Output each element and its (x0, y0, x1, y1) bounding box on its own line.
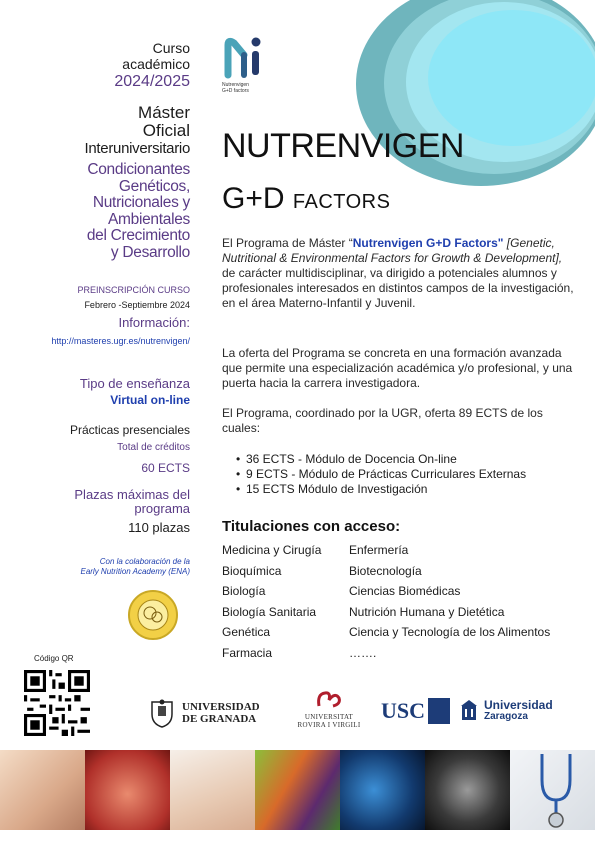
usc-logo (381, 698, 450, 724)
table-row (222, 561, 582, 582)
fetus-photo (85, 750, 170, 830)
interuniversitario-label: Interuniversitario (84, 140, 190, 157)
logo-name-line1: Nutrenvigen (222, 82, 249, 88)
stethoscope-icon (522, 750, 592, 830)
stethoscope-photo (510, 750, 595, 830)
titulaciones-heading: Titulaciones con acceso: (222, 518, 401, 535)
urv-name-1: UNIVERSITAT (304, 713, 354, 721)
photo-strip (0, 750, 595, 830)
ena-seal-icon (130, 592, 176, 638)
plazas-label: Plazas máximas del (74, 487, 190, 502)
ugr-name-1: UNIVERSIDAD (182, 701, 260, 713)
academic-year: 2024/2025 (114, 73, 190, 90)
program-line: Genéticos, (118, 177, 190, 195)
usc-name: USC (381, 698, 426, 723)
qr-code[interactable] (24, 670, 90, 736)
p1-italic: [Genetic, Nutritional & Environmental Factors for Growth & Development], (222, 236, 563, 265)
preinscripcion-dates: Febrero -Septiembre 2024 (84, 300, 190, 310)
nutrenvigen-logo (222, 35, 272, 95)
ects-list (230, 452, 570, 497)
intro-paragraph (222, 236, 577, 311)
unizar-name-1: Universidad (484, 698, 553, 712)
academico-label: académico (122, 56, 190, 72)
p1-text-b: de carácter multidisciplinar, va dirigido a potenciales alumnos y profesionales interesados en distintos campos de la investigación, en el área Materno-Infantil y Juvenil. (222, 266, 574, 310)
titulacion-cell: Enfermería (349, 543, 409, 557)
subtitle (222, 182, 390, 216)
titulacion-cell: Ciencia y Tecnología de los Alimentos (349, 625, 551, 639)
titulacion-cell: Farmacia (222, 645, 273, 660)
logo-icon (222, 35, 266, 79)
unizar-name-2: Zaragoza (484, 711, 528, 722)
unizar-building-icon (460, 698, 478, 724)
practicas-label: Prácticas presenciales (69, 423, 190, 437)
plazas-value: 110 plazas (128, 520, 190, 535)
table-row (222, 602, 582, 623)
program-line: del Crecimiento (86, 227, 190, 244)
p1-text-a: El Programa de Máster “ (222, 236, 353, 250)
newborn-photo (170, 750, 255, 830)
table-row (222, 581, 582, 602)
tipo-ensenanza-value: Virtual on-line (110, 393, 190, 407)
subtitle-small: FACTORS (292, 191, 391, 213)
ultrasound-photo (425, 750, 510, 830)
plazas-label: programa (134, 501, 190, 516)
unizar-logo (460, 698, 553, 724)
list-item: • 15 ECTS Módulo de Investigación (230, 482, 570, 497)
program-line: Condicionantes (87, 161, 190, 178)
curso-label: Curso (152, 40, 190, 56)
titulacion-cell: Biología (222, 584, 266, 598)
table-row (222, 540, 582, 561)
main-title: NUTRENVIGEN (222, 127, 464, 165)
titulacion-cell: Biología Sanitaria (222, 604, 317, 619)
oferta-paragraph: La oferta del Programa se concreta en una formación avanzada que permite una especialización académica y/o profesional, y una puerta hacia la carrera investigadora. (222, 346, 573, 390)
creditos-label: Total de créditos (117, 442, 190, 453)
titulacion-cell: Medicina y Cirugía (222, 543, 322, 557)
urv-icon (315, 690, 343, 708)
ena-seal-logo (128, 590, 178, 640)
preinscripcion-label: PREINSCRIPCIÓN CURSO (77, 285, 190, 295)
program-line: Ambientales (108, 210, 190, 228)
program-name (0, 162, 190, 261)
table-row (222, 643, 582, 664)
coordinado-paragraph: El Programa, coordinado por la UGR, oferta 89 ECTS de los cuales: (222, 406, 543, 435)
urv-name-2: ROVIRA I VIRGILI (297, 721, 361, 729)
subtitle-big: G+D (222, 182, 293, 215)
table-row (222, 622, 582, 643)
informacion-label: Información: (118, 315, 190, 330)
dna-photo (340, 750, 425, 830)
logo-name-line2: G+D factors (222, 88, 249, 94)
urv-logo (297, 690, 361, 729)
tipo-ensenanza-label: Tipo de enseñanza (79, 376, 190, 391)
list-item: • 9 ECTS - Módulo de Prácticas Curriculares Externas (230, 467, 570, 482)
colaboracion-ena: Early Nutrition Academy (ENA) (80, 567, 190, 576)
usc-box (428, 698, 450, 724)
master-label: Máster (138, 103, 190, 122)
decorative-ellipses (338, 0, 595, 200)
pregnancy-photo (0, 750, 85, 830)
program-name-bold: Nutrenvigen G+D Factors" (352, 236, 504, 250)
titulacion-cell: Biotecnología (349, 563, 422, 578)
program-line: y Desarrollo (110, 243, 190, 261)
titulacion-cell: ……. (349, 645, 377, 660)
titulacion-cell: Genética (222, 625, 271, 639)
titulacion-cell: Ciencias Biomédicas (349, 584, 461, 598)
ugr-crest-icon (148, 698, 176, 728)
program-line: Nutricionales y (92, 194, 190, 211)
titulacion-cell: Bioquímica (222, 563, 282, 578)
titulaciones-table (222, 540, 582, 663)
info-url-link[interactable]: http://masteres.ugr.es/nutrenvigen/ (51, 336, 190, 346)
ugr-logo (148, 696, 278, 730)
qr-label: Código QR (34, 654, 74, 663)
creditos-value: 60 ECTS (141, 461, 190, 475)
titulacion-cell: Nutrición Humana y Dietética (349, 604, 505, 619)
list-item: • 36 ECTS - Módulo de Docencia On-line (230, 452, 570, 467)
ugr-name-2: DE GRANADA (182, 713, 257, 725)
colaboracion-label: Con la colaboración de la (99, 557, 190, 566)
vegetables-photo (255, 750, 340, 830)
oficial-label: Oficial (142, 121, 190, 140)
